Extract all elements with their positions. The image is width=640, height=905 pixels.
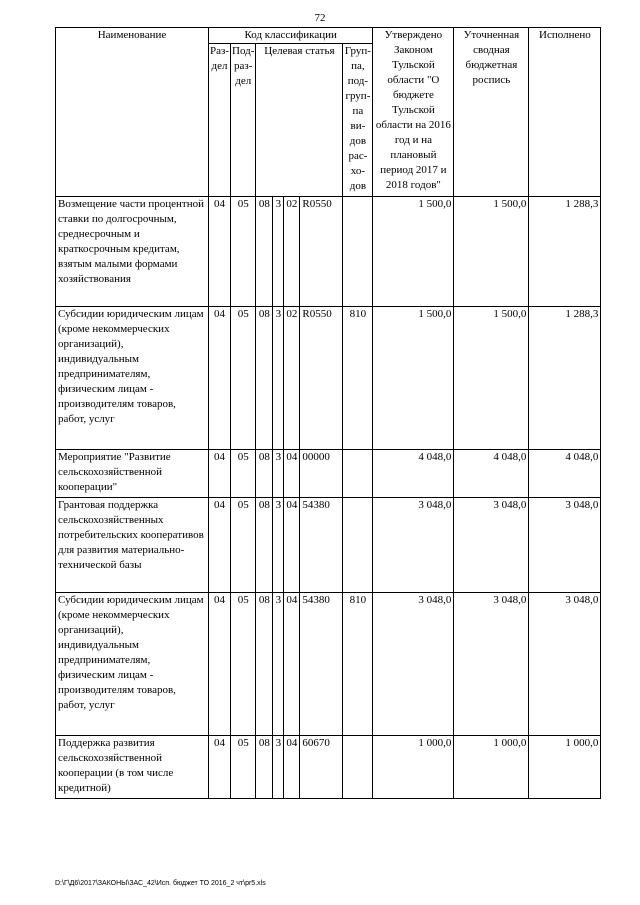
row-name: Субсидии юридическим лицам (кроме некоммерческих организаций), индивидуальным предпринимателям, физическим лицам - производителям товаров, работ, услуг [56,307,209,450]
row-expense-group [343,450,373,498]
row-cs-event: 02 [284,307,300,450]
row-refined: 1 500,0 [454,307,529,450]
row-section: 04 [209,307,231,450]
row-approved: 1 000,0 [373,736,454,799]
header-section: Раз-дел [209,44,231,197]
header-approved: Утверждено Законом Тульской области "О бюджете Тульской области на 2016 год и на плановый период 2017 и 2018 годов" [373,28,454,197]
row-refined: 4 048,0 [454,450,529,498]
row-approved: 3 048,0 [373,593,454,736]
table-row [56,736,601,799]
row-cs-subprogram: 3 [273,450,284,498]
footer-file-path: D:\Г\Д6\2017\ЗАКОНЫ\ЗАС_42\Исп. бюджет ТО 2016_2 чт\pr5.xls [55,880,266,887]
row-cs-direction: 54380 [300,593,343,736]
row-cs-program: 08 [256,197,273,307]
row-cs-subprogram: 3 [273,197,284,307]
header-classification-code: Код классификации [209,28,373,44]
row-name: Субсидии юридическим лицам (кроме некоммерческих организаций), индивидуальным предпринимателям, физическим лицам - производителям товаров, работ, услуг [56,593,209,736]
row-approved: 1 500,0 [373,197,454,307]
row-expense-group [343,498,373,593]
row-cs-program: 08 [256,307,273,450]
row-cs-event: 04 [284,593,300,736]
header-target-article: Целевая статья [256,44,343,197]
row-cs-event: 04 [284,736,300,799]
row-cs-event: 02 [284,197,300,307]
table-row [56,307,601,450]
header-name: Наименование [56,28,209,197]
header-subsection: Под-раз-дел [231,44,256,197]
row-cs-program: 08 [256,498,273,593]
row-cs-direction: R0550 [300,307,343,450]
row-section: 04 [209,593,231,736]
row-cs-event: 04 [284,498,300,593]
row-name: Мероприятие "Развитие сельскохозяйственной кооперации" [56,450,209,498]
row-refined: 1 500,0 [454,197,529,307]
row-subsection: 05 [231,593,256,736]
row-approved: 3 048,0 [373,498,454,593]
row-cs-program: 08 [256,593,273,736]
header-refined: Уточненная сводная бюджетная роспись [454,28,529,197]
row-subsection: 05 [231,450,256,498]
page-number: 72 [314,12,326,24]
table-row [56,498,601,593]
row-subsection: 05 [231,307,256,450]
row-cs-subprogram: 3 [273,307,284,450]
row-section: 04 [209,450,231,498]
row-refined: 3 048,0 [454,593,529,736]
row-executed: 1 288,3 [529,307,601,450]
row-section: 04 [209,197,231,307]
row-expense-group [343,197,373,307]
row-subsection: 05 [231,197,256,307]
row-name: Возмещение части процентной ставки по долгосрочным, среднесрочным и краткосрочным кредитам, взятым малыми формами хозяйствования [56,197,209,307]
row-expense-group: 810 [343,593,373,736]
row-executed: 1 000,0 [529,736,601,799]
row-executed: 3 048,0 [529,498,601,593]
table-row [56,197,601,307]
row-cs-subprogram: 3 [273,593,284,736]
row-subsection: 05 [231,498,256,593]
header-executed: Исполнено [529,28,601,197]
row-cs-program: 08 [256,450,273,498]
budget-table [55,27,601,799]
row-executed: 1 288,3 [529,197,601,307]
row-name: Поддержка развития сельскохозяйственной кооперации (в том числе кредитной) [56,736,209,799]
row-cs-direction: 54380 [300,498,343,593]
row-cs-event: 04 [284,450,300,498]
row-expense-group [343,736,373,799]
table-row [56,450,601,498]
row-refined: 1 000,0 [454,736,529,799]
row-cs-direction: 60670 [300,736,343,799]
row-cs-direction: 00000 [300,450,343,498]
row-approved: 1 500,0 [373,307,454,450]
row-section: 04 [209,498,231,593]
row-cs-subprogram: 3 [273,498,284,593]
header-expense-group: Груп-па, под-груп-па ви-дов рас-хо-дов [343,44,373,197]
row-section: 04 [209,736,231,799]
row-name: Грантовая поддержка сельскохозяйственных потребительских кооперативов для развития материально-технической базы [56,498,209,593]
row-executed: 4 048,0 [529,450,601,498]
row-cs-direction: R0550 [300,197,343,307]
row-executed: 3 048,0 [529,593,601,736]
table-row [56,593,601,736]
row-expense-group: 810 [343,307,373,450]
row-refined: 3 048,0 [454,498,529,593]
row-cs-program: 08 [256,736,273,799]
row-subsection: 05 [231,736,256,799]
row-approved: 4 048,0 [373,450,454,498]
row-cs-subprogram: 3 [273,736,284,799]
